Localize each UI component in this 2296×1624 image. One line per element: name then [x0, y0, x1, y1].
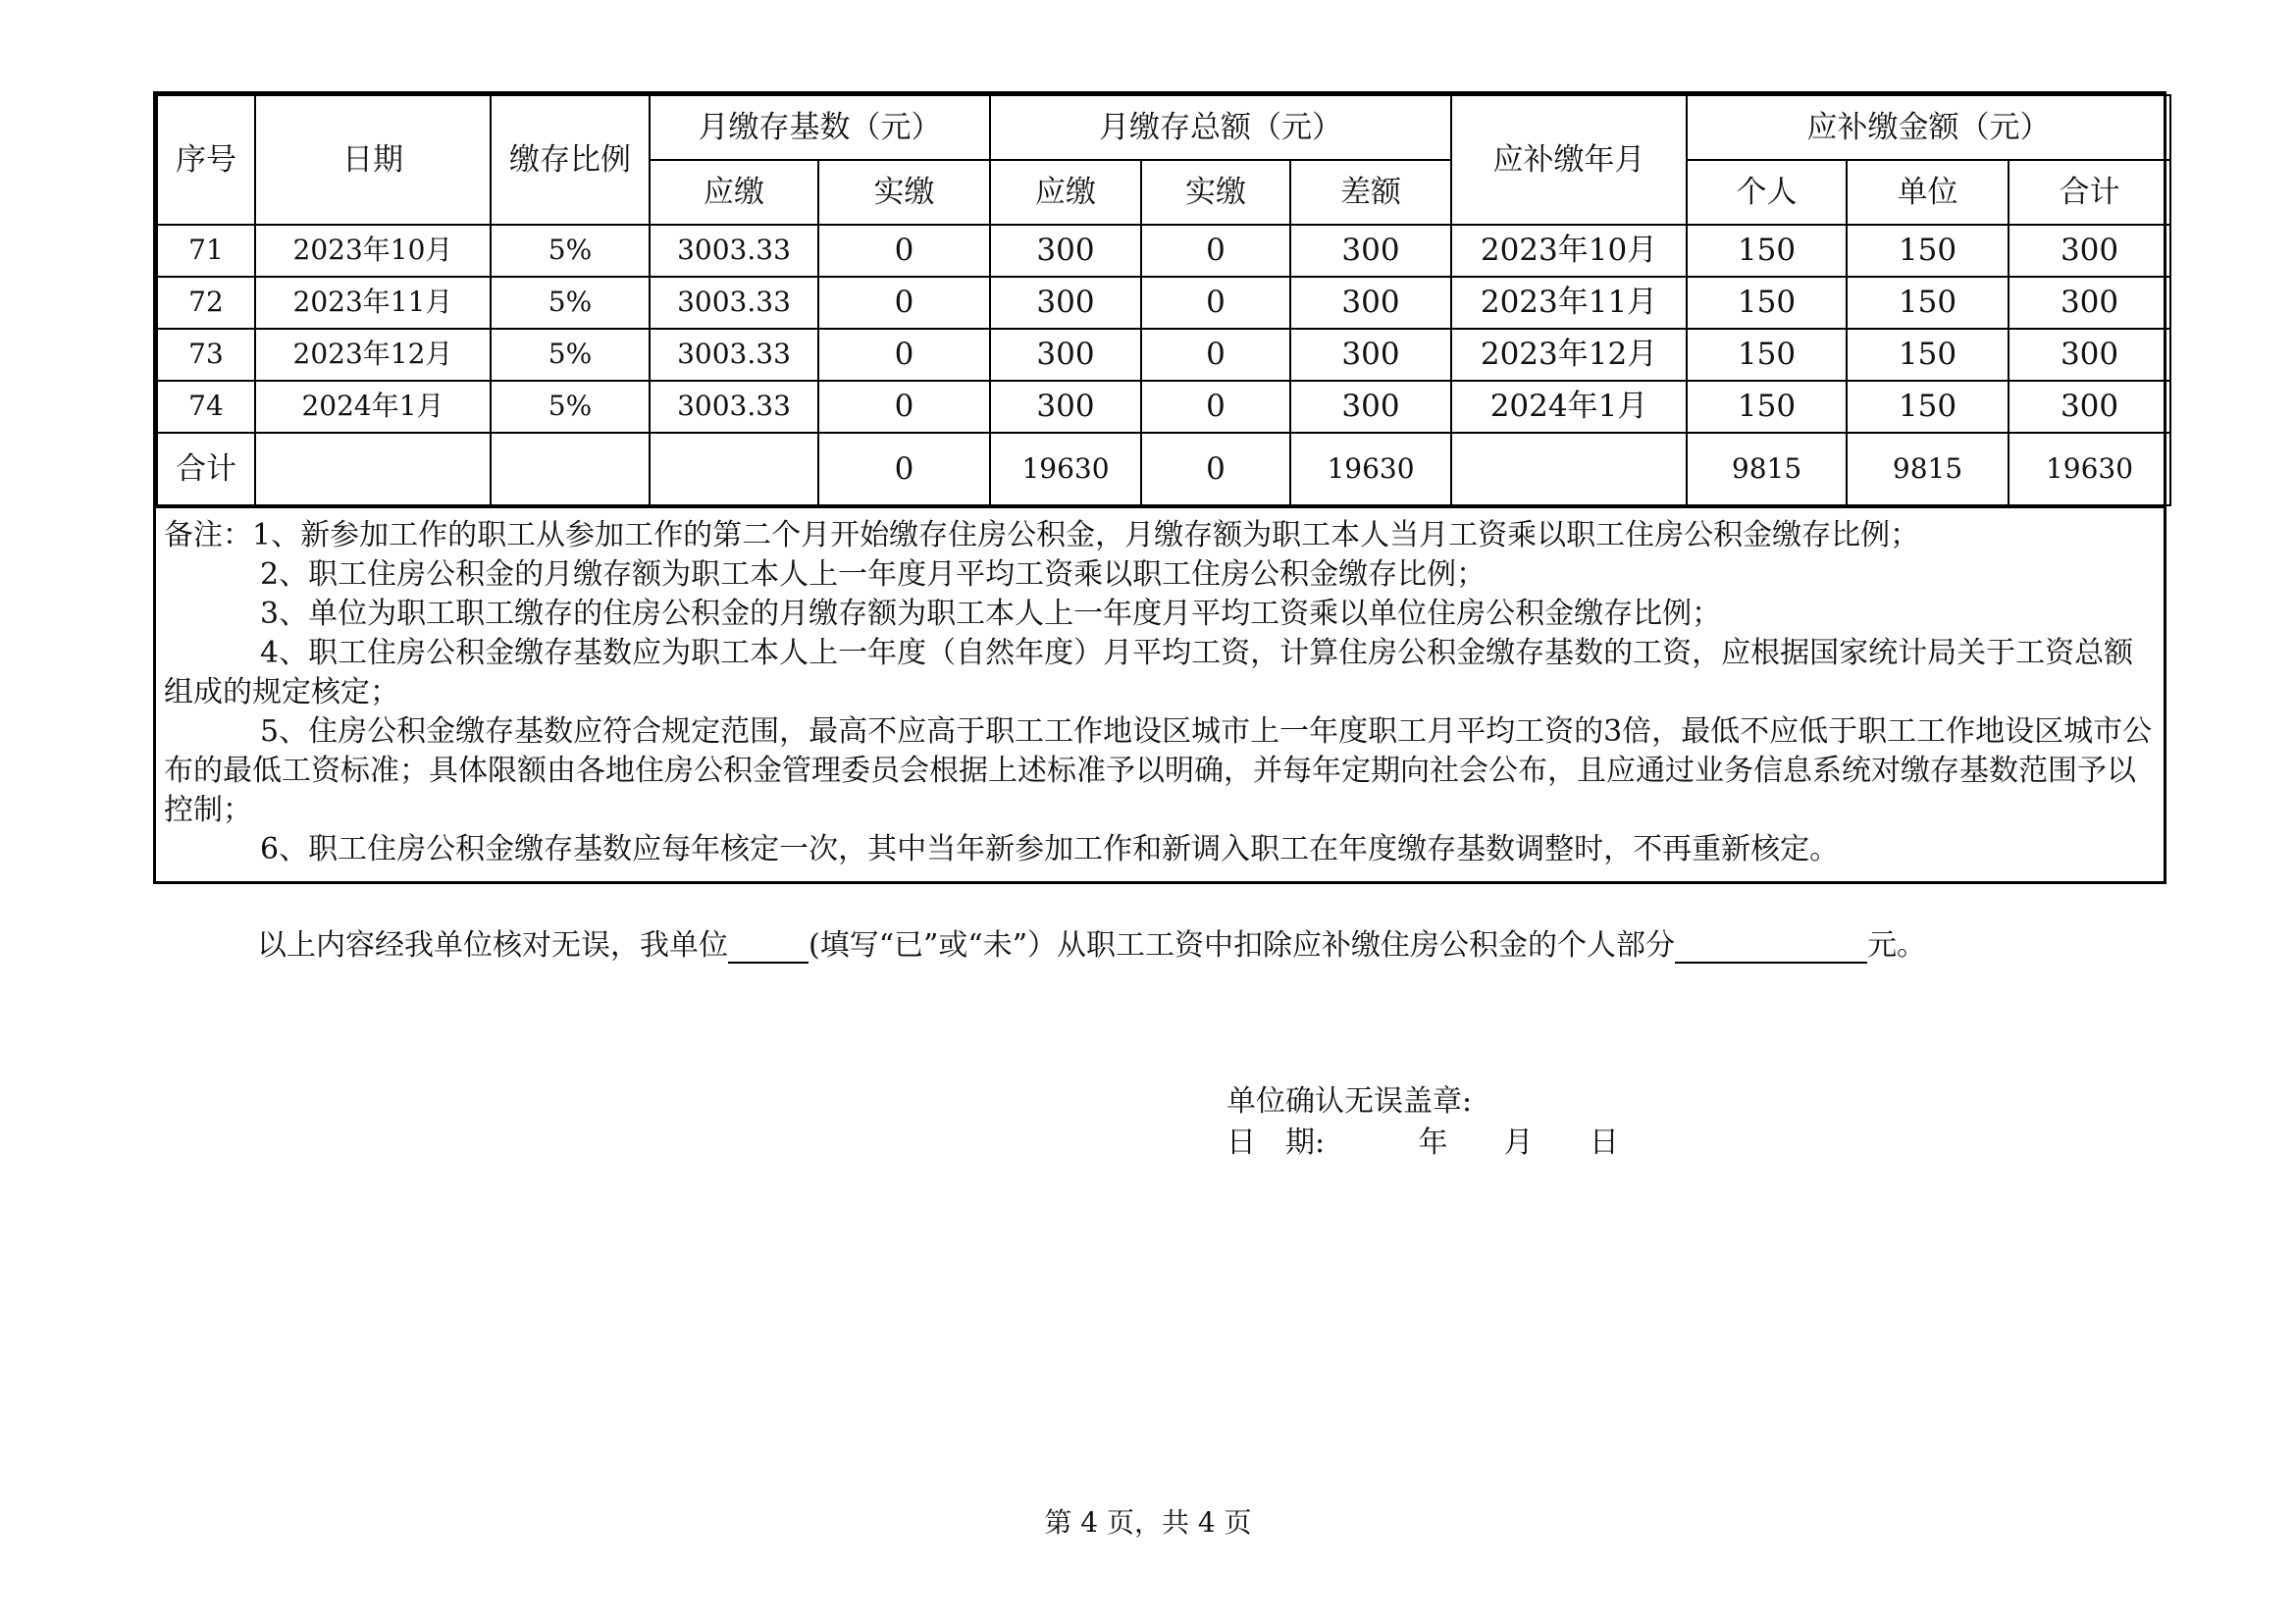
cell-seq: 73: [157, 329, 255, 381]
cell-unit: 150: [1847, 225, 2009, 277]
cell-total-diff: 300: [1290, 277, 1451, 329]
cell-personal: 150: [1687, 225, 1847, 277]
stamp-label: 单位确认无误盖章:: [1226, 1084, 1473, 1119]
cell-total-due: 300: [990, 277, 1141, 329]
contribution-table: [156, 94, 2171, 506]
cell-date: 2023年12月: [255, 329, 491, 381]
total-unit: 9815: [1847, 433, 2009, 505]
cell-total-diff: 300: [1290, 329, 1451, 381]
note-5: 5、住房公积金缴存基数应符合规定范围，最高不应高于职工工作地设区城市上一年度职工月平均工资的3倍，最低不应低于职工工作地设区城市公布的最低工资标准；具体限额由各地住房公积金管理委员会根据上述标准予以明确，并每年定期向社会公布，且应通过业务信息系统对缴存基数范围予以控制；: [164, 714, 2153, 827]
header-base-due: 应缴: [650, 160, 818, 225]
stamp-date-line: 日 期: 年 月 日: [1226, 1126, 1619, 1160]
cell-base-paid: 0: [818, 277, 990, 329]
cell-date: 2024年1月: [255, 381, 491, 433]
confirm-text-3: 元。: [1867, 928, 1927, 963]
cell-total-diff: 300: [1290, 381, 1451, 433]
total-base-paid: 0: [818, 433, 990, 505]
page-number: 第 4 页，共 4 页: [1044, 1506, 1252, 1539]
header-personal: 个人: [1687, 160, 1847, 225]
header-supplement-group: 应补缴金额（元）: [1687, 95, 2170, 160]
cell-base-paid: 0: [818, 329, 990, 381]
cell-period: 2023年11月: [1451, 277, 1687, 329]
cell-period: 2024年1月: [1451, 381, 1687, 433]
cell-date: 2023年11月: [255, 277, 491, 329]
cell-sum: 300: [2009, 381, 2170, 433]
cell-base-due: 3003.33: [650, 381, 818, 433]
header-seq: 序号: [157, 95, 255, 225]
cell-seq: 74: [157, 381, 255, 433]
stamp-area: [1226, 1081, 1619, 1164]
cell-sum: 300: [2009, 277, 2170, 329]
cell-seq: 72: [157, 277, 255, 329]
cell-base-due: 3003.33: [650, 329, 818, 381]
total-sum: 19630: [2009, 433, 2170, 505]
total-personal: 9815: [1687, 433, 1847, 505]
cell-total-diff: 300: [1290, 225, 1451, 277]
table-row: [157, 381, 2170, 433]
cell-total-paid: 0: [1141, 329, 1290, 381]
table-row: [157, 329, 2170, 381]
cell-sum: 300: [2009, 329, 2170, 381]
cell-total-paid: 0: [1141, 277, 1290, 329]
cell-total-due: 300: [990, 381, 1141, 433]
total-row: [157, 433, 2170, 505]
notes-section: [156, 506, 2164, 881]
cell-unit: 150: [1847, 329, 2009, 381]
header-ratio: 缴存比例: [491, 95, 650, 225]
header-sum: 合计: [2009, 160, 2170, 225]
cell-period: 2023年10月: [1451, 225, 1687, 277]
header-total-paid: 实缴: [1141, 160, 1290, 225]
header-row-1: [157, 95, 2170, 160]
header-total-due: 应缴: [990, 160, 1141, 225]
table-row: [157, 225, 2170, 277]
cell-base-due: 3003.33: [650, 225, 818, 277]
header-date: 日期: [255, 95, 491, 225]
cell-unit: 150: [1847, 381, 2009, 433]
cell-ratio: 5%: [491, 381, 650, 433]
note-6: 6、职工住房公积金缴存基数应每年核定一次，其中当年新参加工作和新调入职工在年度缴存基数调整时，不再重新核定。: [260, 832, 1840, 866]
cell-ratio: 5%: [491, 329, 650, 381]
note-4: 4、职工住房公积金缴存基数应为职工本人上一年度（自然年度）月平均工资，计算住房公积金缴存基数的工资，应根据国家统计局关于工资总额组成的规定核定；: [164, 636, 2134, 709]
cell-ratio: 5%: [491, 225, 650, 277]
cell-base-paid: 0: [818, 225, 990, 277]
cell-unit: 150: [1847, 277, 2009, 329]
header-total-group: 月缴存总额（元）: [990, 95, 1451, 160]
note-1: 备注：1、新参加工作的职工从参加工作的第二个月开始缴存住房公积金，月缴存额为职工本人当月工资乘以职工住房公积金缴存比例；: [164, 518, 1920, 552]
total-total-diff: 19630: [1290, 433, 1451, 505]
cell-period: 2023年12月: [1451, 329, 1687, 381]
cell-ratio: 5%: [491, 277, 650, 329]
cell-personal: 150: [1687, 277, 1847, 329]
cell-seq: 71: [157, 225, 255, 277]
total-total-due: 19630: [990, 433, 1141, 505]
contribution-table-frame: [153, 91, 2166, 884]
table-row: [157, 277, 2170, 329]
confirm-text-2: (填写“已”或“未”）从职工工资中扣除应补缴住房公积金的个人部分: [809, 928, 1676, 963]
header-unit: 单位: [1847, 160, 2009, 225]
total-period-empty: [1451, 433, 1687, 505]
total-date-empty: [255, 433, 491, 505]
cell-personal: 150: [1687, 381, 1847, 433]
cell-date: 2023年10月: [255, 225, 491, 277]
cell-total-paid: 0: [1141, 381, 1290, 433]
header-base-paid: 实缴: [818, 160, 990, 225]
cell-personal: 150: [1687, 329, 1847, 381]
cell-total-due: 300: [990, 225, 1141, 277]
confirm-text-1: 以上内容经我单位核对无误，我单位: [257, 928, 728, 963]
cell-base-paid: 0: [818, 381, 990, 433]
note-3: 3、单位为职工职工缴存的住房公积金的月缴存额为职工本人上一年度月平均工资乘以单位住房公积金缴存比例；: [260, 597, 1722, 631]
cell-base-due: 3003.33: [650, 277, 818, 329]
cell-total-due: 300: [990, 329, 1141, 381]
total-base-due-empty: [650, 433, 818, 505]
total-label: 合计: [157, 433, 255, 505]
cell-sum: 300: [2009, 225, 2170, 277]
confirmation-statement: [257, 920, 1926, 964]
total-ratio-empty: [491, 433, 650, 505]
cell-total-paid: 0: [1141, 225, 1290, 277]
amount-fill-blank[interactable]: [1675, 928, 1867, 964]
header-period: 应补缴年月: [1451, 95, 1687, 225]
note-2: 2、职工住房公积金的月缴存额为职工本人上一年度月平均工资乘以职工住房公积金缴存比例；: [260, 557, 1487, 592]
header-base-group: 月缴存基数（元）: [650, 95, 990, 160]
status-fill-blank[interactable]: [728, 928, 809, 964]
total-total-paid: 0: [1141, 433, 1290, 505]
header-total-diff: 差额: [1290, 160, 1451, 225]
